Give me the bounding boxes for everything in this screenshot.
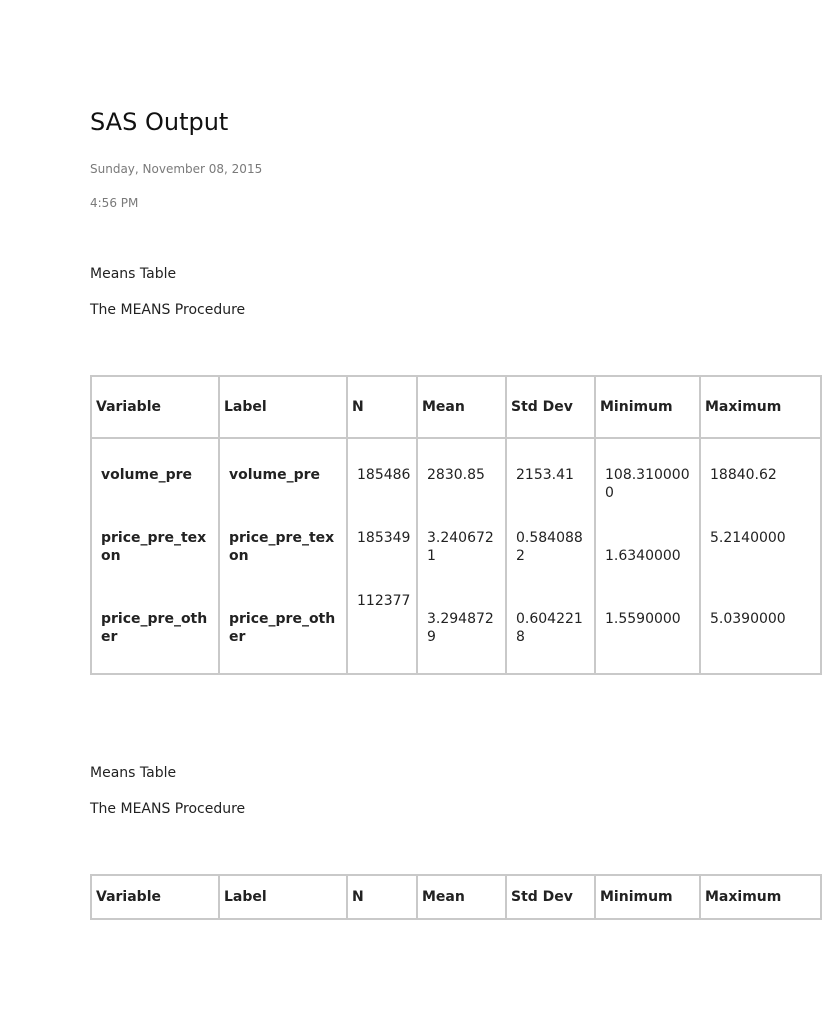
column-header: N	[347, 376, 417, 438]
means-table	[90, 874, 822, 920]
page-title: SAS Output	[90, 108, 229, 136]
table-cell: 185486	[357, 467, 411, 483]
means-table	[90, 375, 822, 675]
minimum-column	[595, 438, 700, 674]
column-header: Std Dev	[506, 875, 595, 919]
table-cell: 0.5840882	[516, 530, 583, 564]
table-cell: 108.3100000	[605, 467, 690, 501]
table-cell: 185349	[357, 530, 411, 546]
table-cell: 0.6042218	[516, 611, 583, 645]
n-column	[347, 438, 417, 674]
column-header: Mean	[417, 376, 506, 438]
column-header: Mean	[417, 875, 506, 919]
table-cell: 18840.62	[710, 467, 777, 483]
table-cell: price_pre_other	[229, 611, 336, 645]
table-cell: 3.2406721	[427, 530, 494, 564]
column-header: Minimum	[595, 376, 700, 438]
table-cell: volume_pre	[101, 467, 193, 483]
table-cell: 1.5590000	[605, 611, 681, 627]
table-cell: 2830.85	[427, 467, 485, 483]
column-header: Variable	[91, 376, 219, 438]
column-header: Variable	[91, 875, 219, 919]
column-header: Std Dev	[506, 376, 595, 438]
table-cell: 5.2140000	[710, 530, 786, 546]
table-cell: price_pre_other	[101, 611, 208, 645]
table-cell: 3.2948729	[427, 611, 494, 645]
column-header: Label	[219, 376, 347, 438]
report-time: 4:56 PM	[90, 196, 139, 210]
table-cell: 1.6340000	[605, 548, 681, 564]
table-body	[91, 438, 821, 674]
mean-column	[417, 438, 506, 674]
report-date: Sunday, November 08, 2015	[90, 162, 263, 176]
section-heading: Means Table	[90, 765, 177, 781]
section-heading: Means Table	[90, 266, 177, 282]
std-dev-column	[506, 438, 595, 674]
table-cell: 2153.41	[516, 467, 574, 483]
maximum-column	[700, 438, 821, 674]
column-header: Maximum	[700, 875, 821, 919]
label-column	[219, 438, 347, 674]
table-cell: price_pre_texon	[229, 530, 335, 564]
table-header-row	[91, 376, 821, 438]
table-cell: 112377	[357, 593, 411, 609]
column-header: Label	[219, 875, 347, 919]
column-header: Maximum	[700, 376, 821, 438]
column-header: Minimum	[595, 875, 700, 919]
table-cell: volume_pre	[229, 467, 321, 483]
table-header-row	[91, 875, 821, 919]
table-cell: 5.0390000	[710, 611, 786, 627]
column-header: N	[347, 875, 417, 919]
variable-column	[91, 438, 219, 674]
procedure-title: The MEANS Procedure	[90, 801, 246, 817]
table-cell: price_pre_texon	[101, 530, 207, 564]
procedure-title: The MEANS Procedure	[90, 302, 246, 318]
